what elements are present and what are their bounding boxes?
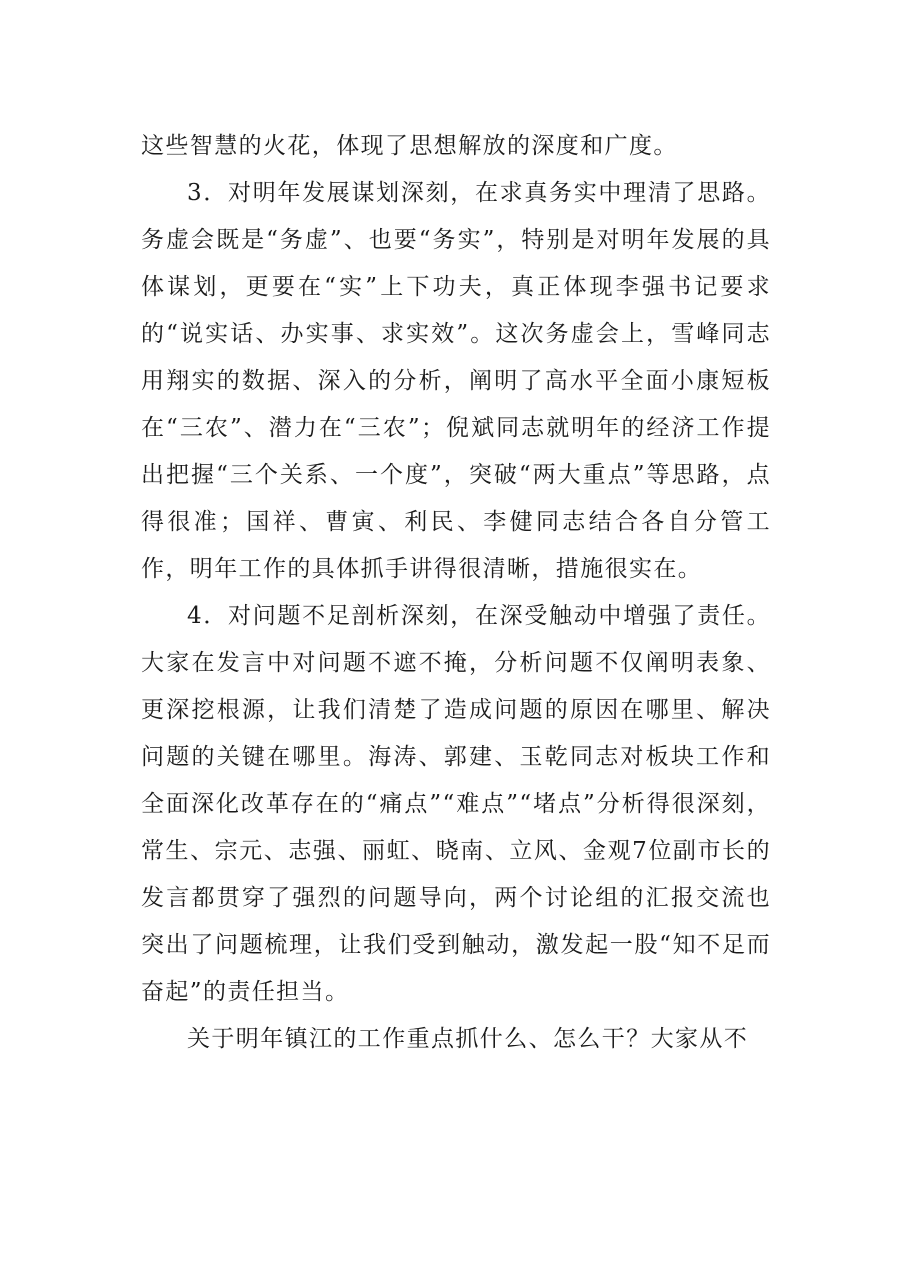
paragraph-next-focus: 关于明年镇江的工作重点抓什么、怎么干？大家从不: [187, 1026, 749, 1052]
paragraph-point-4: 4．对问题不足剖析深刻，在深受触动中增强了责任。大家在发言中对问题不遮不掩，分析问题不仅阐明表象、更深挖根源，让我们清楚了造成问题的原因在哪里、解决问题的关键在哪里。海涛、郭建、玉乾同志对板块工作和全面深化改革存在的“痛点”“难点”“堵点”分析得很深刻，常生、宗元、志强、丽虹、晓南、立风、金观7位副市长的发言都贯穿了强烈的问题导向，两个讨论组的汇报交流也突出了问题梳理，让我们受到触动，激发起一股“知不足而奋起”的责任担当。: [141, 603, 771, 1005]
paragraph-continuation: 这些智慧的火花，体现了思想解放的深度和广度。: [141, 133, 678, 159]
body-text: [141, 123, 771, 1063]
paragraph-point-3: 3．对明年发展谋划深刻，在求真务实中理清了思路。务虚会既是“务虚”、也要“务实”，特别是对明年发展的具体谋划，更要在“实”上下功夫，真正体现李强书记要求的“说实话、办实事、求实效”。这次务虚会上，雪峰同志用翔实的数据、深入的分析，阐明了高水平全面小康短板在“三农”、潜力在“三农”；倪斌同志就明年的经济工作提出把握“三个关系、一个度”，突破“两大重点”等思路，点得很准；国祥、曹寅、利民、李健同志结合各自分管工作，明年工作的具体抓手讲得很清晰，措施很实在。: [141, 180, 771, 582]
